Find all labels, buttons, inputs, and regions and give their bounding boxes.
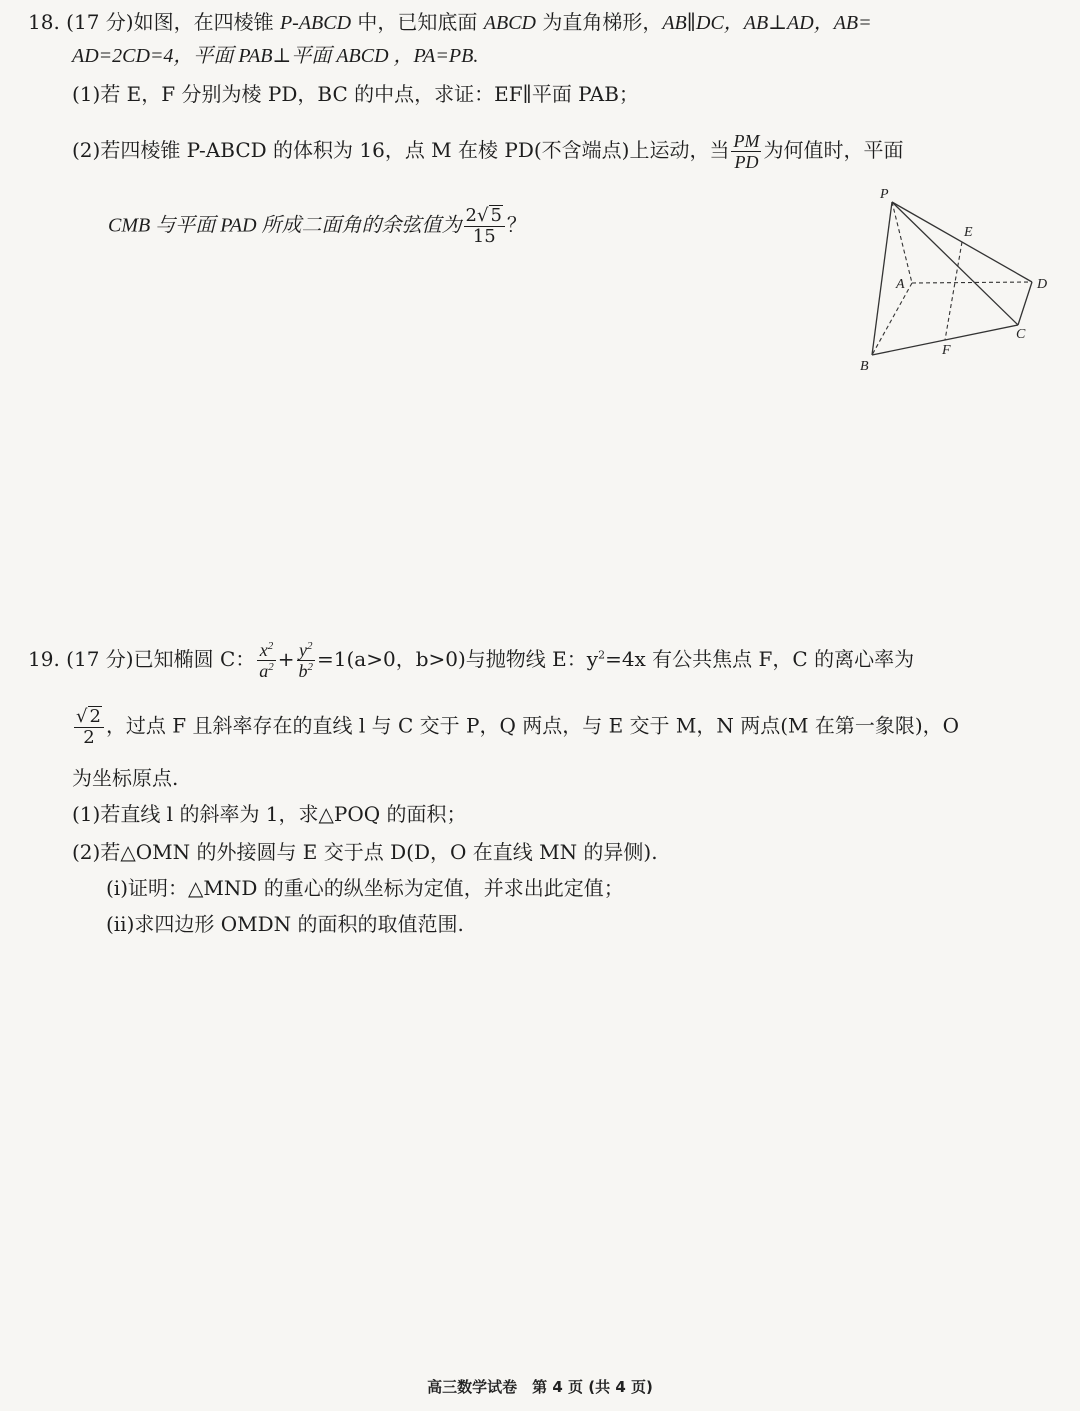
q19-line-2	[72, 706, 959, 748]
label-e: E	[964, 225, 973, 240]
q19-text-c: =4x 有公共焦点 F，C 的离心率为	[605, 647, 915, 671]
q19-text-b: =1(a>0，b>0)与抛物线 E：y	[317, 647, 599, 671]
page-footer: 高三数学试卷 第 4 页 (共 4 页)	[427, 1378, 653, 1396]
q18-part-2-line-1	[72, 131, 903, 172]
q18-line-2: AD=2CD=4，平面 PAB⊥平面 ABCD ，PA=PB.	[72, 45, 479, 67]
q19-eccentricity-denominator: 2	[83, 727, 95, 748]
q19-y-fraction	[297, 640, 316, 681]
q19-y-var: y	[299, 640, 308, 660]
q19-x-exp: 2	[267, 640, 274, 652]
q19-text-a: (17 分)已知椭圆 C：	[66, 647, 256, 671]
q18-ratio-denominator: PD	[734, 152, 759, 172]
q18-part-1: (1)若 E，F 分别为棱 PD，BC 的中点，求证：EF∥平面 PAB；	[72, 82, 639, 106]
pyramid-diagram	[830, 180, 1060, 380]
q19-parabola-exp: 2	[598, 648, 606, 662]
q19-y-denominator	[297, 661, 316, 681]
label-p: P	[880, 187, 889, 202]
q19-x-numerator	[257, 640, 276, 661]
edge-ad-hidden	[912, 282, 1032, 283]
label-f: F	[942, 343, 951, 358]
q19-sub-ii: (ⅱ)求四边形 OMDN 的面积的取值范围.	[106, 912, 464, 936]
q19-part-1: (1)若直线 l 的斜率为 1，求△POQ 的面积；	[72, 802, 467, 826]
q18-part-2-text-b: 为何值时，平面	[763, 138, 904, 162]
q18-ratio-fraction	[731, 131, 761, 172]
q19-a-exp: 2	[268, 661, 274, 673]
q18-intro-d: ABCD	[483, 12, 536, 34]
q18-part-2-text-d: ？	[506, 212, 527, 237]
q18-intro-c: 中，已知底面	[351, 10, 484, 34]
q18-intro-a: (17 分)如图，在四棱锥	[66, 10, 280, 34]
q19-line-1	[28, 640, 914, 681]
q18-cosine-numerator: 2√ 5	[464, 205, 505, 227]
q19-eccentricity-numerator: √ 2	[74, 706, 104, 728]
label-a: A	[896, 277, 905, 292]
q18-cosine-fraction	[464, 205, 505, 247]
q19-y-exp: 2	[307, 640, 313, 652]
edge-pa-hidden	[892, 202, 912, 283]
q19-number: 19.	[28, 647, 60, 671]
q19-sub-i: (ⅰ)证明：△MND 的重心的纵坐标为定值，并求出此定值；	[106, 876, 624, 900]
q19-eccentricity-radicand: 2	[89, 706, 101, 727]
q19-a-var: a	[259, 661, 269, 681]
q19-x-fraction	[257, 640, 276, 681]
q18-cosine-denominator: 15	[472, 226, 496, 247]
edge-cd	[1018, 282, 1032, 325]
q19-part-2: (2)若△OMN 的外接圆与 E 交于点 D(D，O 在直线 MN 的异侧).	[72, 840, 658, 864]
q18-intro-b: P-ABCD	[279, 12, 352, 34]
q19-b-var: b	[298, 661, 308, 681]
q18-number: 18.	[28, 10, 60, 34]
q18-intro-f: AB∥DC，AB⊥AD，AB=	[662, 12, 872, 34]
q19-b-exp: 2	[307, 661, 314, 673]
q18-part-2-text-c: CMB 与平面 PAD 所成二面角的余弦值为	[108, 214, 462, 237]
q18-line-1	[28, 8, 872, 37]
q19-x-denominator	[257, 661, 276, 681]
q19-x-var: x	[259, 640, 268, 660]
q18-ratio-numerator: PM	[733, 131, 760, 151]
q18-part-2-text-a: (2)若四棱锥 P-ABCD 的体积为 16，点 M 在棱 PD(不含端点)上运动，当	[72, 138, 730, 162]
label-d: D	[1037, 277, 1048, 292]
q19-line-3: 为坐标原点.	[72, 766, 179, 790]
q18-part-2-line-2	[108, 205, 527, 247]
label-c: C	[1016, 327, 1026, 342]
edge-pb	[872, 202, 892, 355]
q19-line-2-text: ，过点 F 且斜率存在的直线 l 与 C 交于 P，Q 两点，与 E 交于 M，N 两点(M 在第一象限)，O	[105, 713, 960, 738]
label-b: B	[860, 359, 869, 374]
q19-plus: +	[277, 647, 295, 671]
q19-eccentricity-fraction	[74, 706, 104, 748]
edge-ab-hidden	[872, 283, 912, 355]
q18-cosine-radicand: 5	[490, 205, 502, 226]
q19-y-numerator	[297, 640, 316, 661]
q18-cosine-coef: 2	[465, 205, 477, 226]
q18-intro-e: 为直角梯形，	[535, 10, 663, 34]
